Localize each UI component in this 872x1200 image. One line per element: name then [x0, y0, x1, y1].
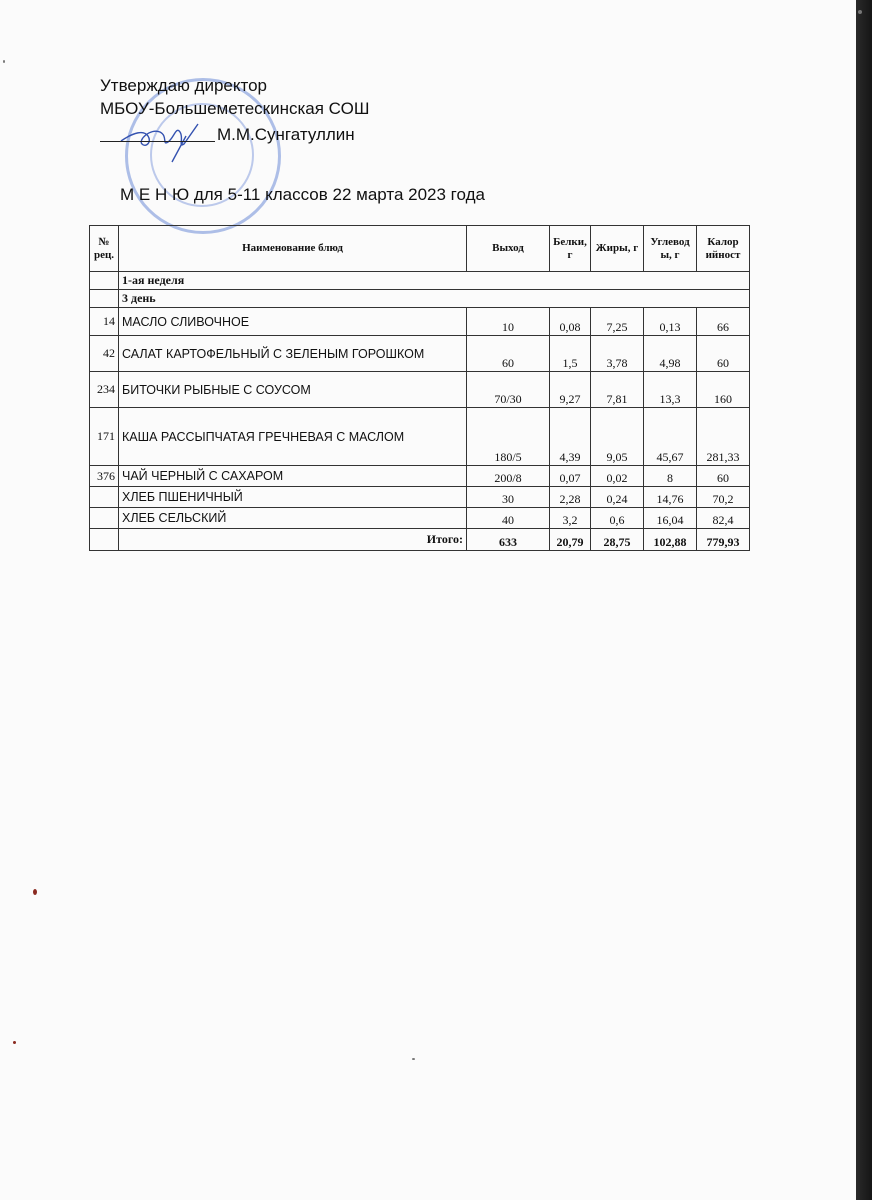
fat-value: 0,6: [591, 508, 644, 529]
col-header-carbs: Углевод ы, г: [644, 226, 697, 272]
recipe-number: 171: [90, 408, 119, 466]
scan-edge: [856, 0, 872, 1200]
total-calories: 779,93: [697, 529, 750, 551]
total-carbs: 102,88: [644, 529, 697, 551]
output-value: 60: [467, 336, 550, 372]
dish-name: ЧАЙ ЧЕРНЫЙ С САХАРОМ: [119, 466, 467, 487]
carbs-value: 8: [644, 466, 697, 487]
total-label: Итого:: [119, 529, 467, 551]
calories-value: 66: [697, 308, 750, 336]
table-row: [90, 336, 750, 372]
fat-value: 7,25: [591, 308, 644, 336]
dish-name: БИТОЧКИ РЫБНЫЕ С СОУСОМ: [119, 372, 467, 408]
total-protein: 20,79: [550, 529, 591, 551]
scan-speck: [858, 10, 862, 14]
signature-line: [100, 141, 215, 142]
dish-name: ХЛЕБ ПШЕНИЧНЫЙ: [119, 487, 467, 508]
total-fat: 28,75: [591, 529, 644, 551]
recipe-number: 234: [90, 372, 119, 408]
approval-heading: Утверждаю директор: [100, 76, 268, 95]
col-header-calories: Калор ийност: [697, 226, 750, 272]
output-value: 70/30: [467, 372, 550, 408]
calories-value: 160: [697, 372, 750, 408]
calories-value: 60: [697, 336, 750, 372]
protein-value: 0,08: [550, 308, 591, 336]
day-label: 3 день: [119, 290, 750, 308]
table-row: [90, 408, 750, 466]
table-header-row: [90, 226, 750, 272]
protein-value: 3,2: [550, 508, 591, 529]
table-row: [90, 372, 750, 408]
table-row: [90, 508, 750, 529]
carbs-value: 0,13: [644, 308, 697, 336]
menu-table: [89, 225, 750, 551]
school-name: МБОУ-Большеметескинская СОШ: [100, 99, 370, 118]
table-row: [90, 487, 750, 508]
signatory-name: М.М.Сунгатуллин: [217, 125, 355, 144]
menu-title: М Е Н Ю для 5-11 классов 22 марта 2023 года: [120, 185, 485, 204]
recipe-number: 376: [90, 466, 119, 487]
output-value: 180/5: [467, 408, 550, 466]
table-row: [90, 466, 750, 487]
recipe-number: 14: [90, 308, 119, 336]
recipe-number: [90, 508, 119, 529]
table-row: [90, 308, 750, 336]
protein-value: 0,07: [550, 466, 591, 487]
dish-name: САЛАТ КАРТОФЕЛЬНЫЙ С ЗЕЛЕНЫМ ГОРОШКОМ: [119, 336, 467, 372]
fat-value: 9,05: [591, 408, 644, 466]
scan-speck: [33, 889, 37, 895]
calories-value: 82,4: [697, 508, 750, 529]
total-output: 633: [467, 529, 550, 551]
output-value: 30: [467, 487, 550, 508]
total-row: [90, 529, 750, 551]
output-value: 10: [467, 308, 550, 336]
week-row: [90, 272, 750, 290]
calories-value: 60: [697, 466, 750, 487]
col-header-num: № рец.: [90, 226, 119, 272]
day-row: [90, 290, 750, 308]
recipe-number: [90, 487, 119, 508]
calories-value: 70,2: [697, 487, 750, 508]
protein-value: 4,39: [550, 408, 591, 466]
scan-speck: [412, 1058, 415, 1060]
fat-value: 7,81: [591, 372, 644, 408]
dish-name: ХЛЕБ СЕЛЬСКИЙ: [119, 508, 467, 529]
scan-speck: [13, 1041, 16, 1044]
col-header-protein: Белки, г: [550, 226, 591, 272]
scan-speck: [3, 60, 5, 63]
fat-value: 0,24: [591, 487, 644, 508]
fat-value: 0,02: [591, 466, 644, 487]
approval-block: [100, 74, 369, 146]
col-header-fat: Жиры, г: [591, 226, 644, 272]
col-header-output: Выход: [467, 226, 550, 272]
carbs-value: 13,3: [644, 372, 697, 408]
output-value: 200/8: [467, 466, 550, 487]
calories-value: 281,33: [697, 408, 750, 466]
carbs-value: 4,98: [644, 336, 697, 372]
dish-name: КАША РАССЫПЧАТАЯ ГРЕЧНЕВАЯ С МАСЛОМ: [119, 408, 467, 466]
week-label: 1-ая неделя: [119, 272, 750, 290]
carbs-value: 16,04: [644, 508, 697, 529]
recipe-number: 42: [90, 336, 119, 372]
carbs-value: 45,67: [644, 408, 697, 466]
output-value: 40: [467, 508, 550, 529]
col-header-name: Наименование блюд: [119, 226, 467, 272]
protein-value: 1,5: [550, 336, 591, 372]
dish-name: МАСЛО СЛИВОЧНОЕ: [119, 308, 467, 336]
protein-value: 2,28: [550, 487, 591, 508]
fat-value: 3,78: [591, 336, 644, 372]
carbs-value: 14,76: [644, 487, 697, 508]
protein-value: 9,27: [550, 372, 591, 408]
